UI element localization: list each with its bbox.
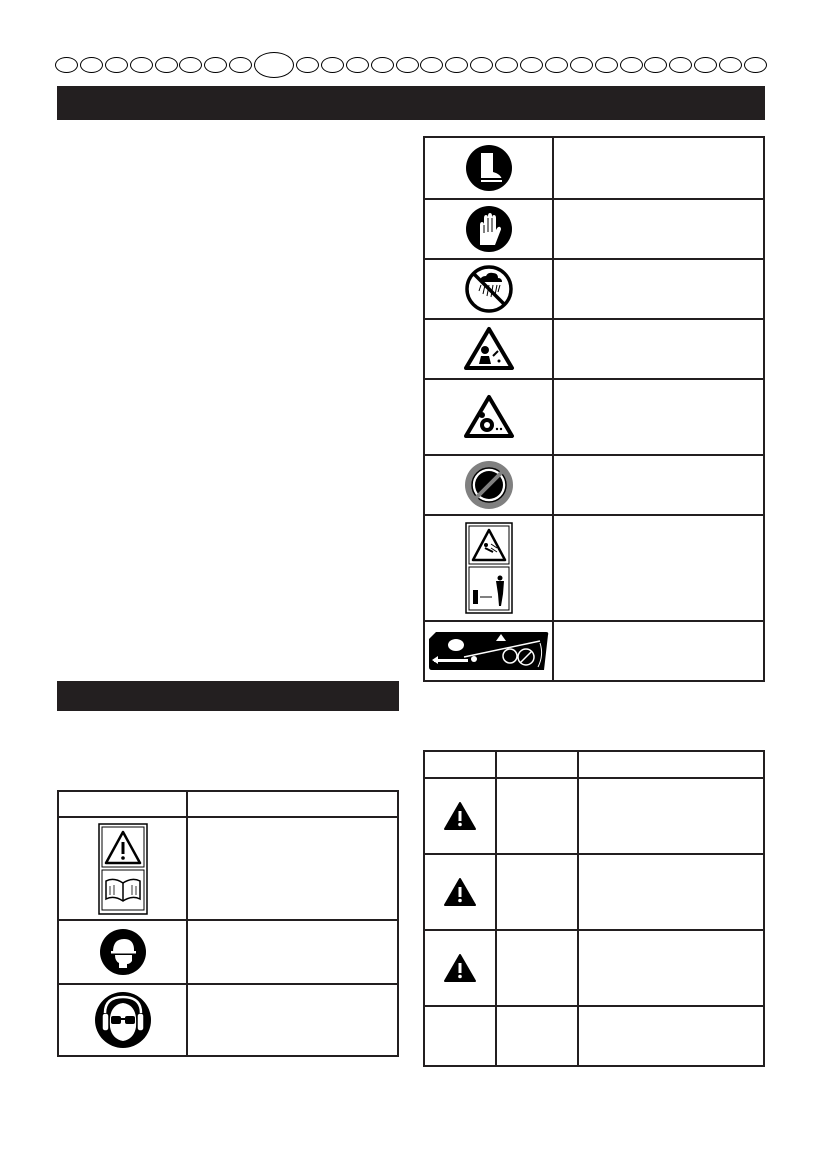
symbol-cell (58, 984, 187, 1056)
warning-triangle-icon (443, 953, 477, 983)
table-header-row (424, 751, 764, 778)
blade-thrust-warning-label-icon (428, 631, 550, 671)
language-tab[interactable] (669, 57, 692, 73)
header-cell-symbol (424, 751, 496, 778)
language-tab[interactable] (545, 57, 568, 73)
language-tab[interactable] (744, 57, 767, 73)
language-tab[interactable] (155, 57, 178, 73)
no-rain-icon (464, 264, 514, 314)
symbol-cell (424, 199, 553, 259)
header-cell-meaning (578, 751, 764, 778)
protective-gloves-icon (465, 205, 513, 253)
language-tab[interactable] (229, 57, 252, 73)
language-tab[interactable] (520, 57, 543, 73)
severity-meaning (578, 1006, 764, 1066)
eye-ear-protection-icon (94, 991, 152, 1049)
language-tab[interactable] (296, 57, 319, 73)
symbol-cell (424, 259, 553, 319)
symbol-cell (424, 379, 553, 455)
saw-blade-icon (464, 460, 514, 510)
symbol-meaning (553, 379, 764, 455)
language-tab[interactable] (321, 57, 344, 73)
language-tab[interactable] (80, 57, 103, 73)
symbol-cell (424, 930, 496, 1006)
table-row (424, 379, 764, 455)
language-tab[interactable] (420, 57, 443, 73)
severity-table (423, 750, 765, 1067)
language-tab[interactable] (694, 57, 717, 73)
symbol-cell (424, 854, 496, 930)
language-tab[interactable] (396, 57, 419, 73)
symbol-meaning (553, 199, 764, 259)
right-symbols-table (423, 136, 765, 682)
header-cell-signal-word (496, 751, 578, 778)
language-tab[interactable] (105, 57, 128, 73)
symbol-meaning (553, 515, 764, 621)
symbol-meaning (187, 920, 398, 984)
symbol-meaning (553, 455, 764, 515)
table-row (424, 515, 764, 621)
symbol-cell (424, 515, 553, 621)
signal-word-cell (496, 1006, 578, 1066)
left-symbols-table (57, 790, 399, 1057)
language-selector-row (55, 50, 767, 80)
symbol-cell (58, 817, 187, 920)
table-row (424, 778, 764, 854)
language-tab[interactable] (470, 57, 493, 73)
table-row (424, 621, 764, 681)
language-tab-active[interactable] (254, 52, 294, 78)
table-row (424, 137, 764, 199)
header-cell-symbol (58, 791, 187, 817)
severity-meaning (578, 930, 764, 1006)
language-tab[interactable] (130, 57, 153, 73)
language-tab[interactable] (179, 57, 202, 73)
table-row (424, 930, 764, 1006)
table-row (424, 199, 764, 259)
symbol-cell (58, 920, 187, 984)
language-tab[interactable] (346, 57, 369, 73)
language-tab[interactable] (719, 57, 742, 73)
severity-meaning (578, 854, 764, 930)
header-cell-meaning (187, 791, 398, 817)
table-row (58, 817, 398, 920)
language-tab[interactable] (204, 57, 227, 73)
symbol-cell (424, 1006, 496, 1066)
read-manual-warning-icon (98, 823, 148, 915)
table-row (424, 455, 764, 515)
language-tab[interactable] (570, 57, 593, 73)
language-tab[interactable] (371, 57, 394, 73)
table-header-row (58, 791, 398, 817)
warning-triangle-icon (443, 801, 477, 831)
table-row (424, 259, 764, 319)
symbol-cell (424, 455, 553, 515)
table-row (58, 984, 398, 1056)
warning-triangle-icon (443, 877, 477, 907)
table-row (424, 854, 764, 930)
symbol-meaning (553, 259, 764, 319)
symbol-meaning (553, 137, 764, 199)
language-tab[interactable] (55, 57, 78, 73)
symbol-cell (424, 778, 496, 854)
signal-word-cell (496, 778, 578, 854)
symbol-cell (424, 137, 553, 199)
symbol-cell (424, 621, 553, 681)
language-tab[interactable] (644, 57, 667, 73)
symbol-meaning (553, 319, 764, 379)
symbols-section-bar (57, 681, 399, 711)
safety-helmet-icon (99, 928, 147, 976)
severity-meaning (578, 778, 764, 854)
symbol-meaning (187, 984, 398, 1056)
language-tab[interactable] (495, 57, 518, 73)
language-tab[interactable] (445, 57, 468, 73)
symbol-cell (424, 319, 553, 379)
table-row (424, 1006, 764, 1066)
symbol-meaning (553, 621, 764, 681)
keep-distance-bystanders-icon (465, 522, 513, 614)
section-title-bar (57, 86, 765, 120)
language-tab[interactable] (595, 57, 618, 73)
symbol-meaning (187, 817, 398, 920)
signal-word-cell (496, 854, 578, 930)
safety-boots-icon (465, 144, 513, 192)
language-tab[interactable] (620, 57, 643, 73)
table-row (58, 920, 398, 984)
table-row (424, 319, 764, 379)
thrown-objects-warning-icon (463, 326, 515, 372)
signal-word-cell (496, 930, 578, 1006)
blade-kickback-warning-icon (463, 394, 515, 440)
